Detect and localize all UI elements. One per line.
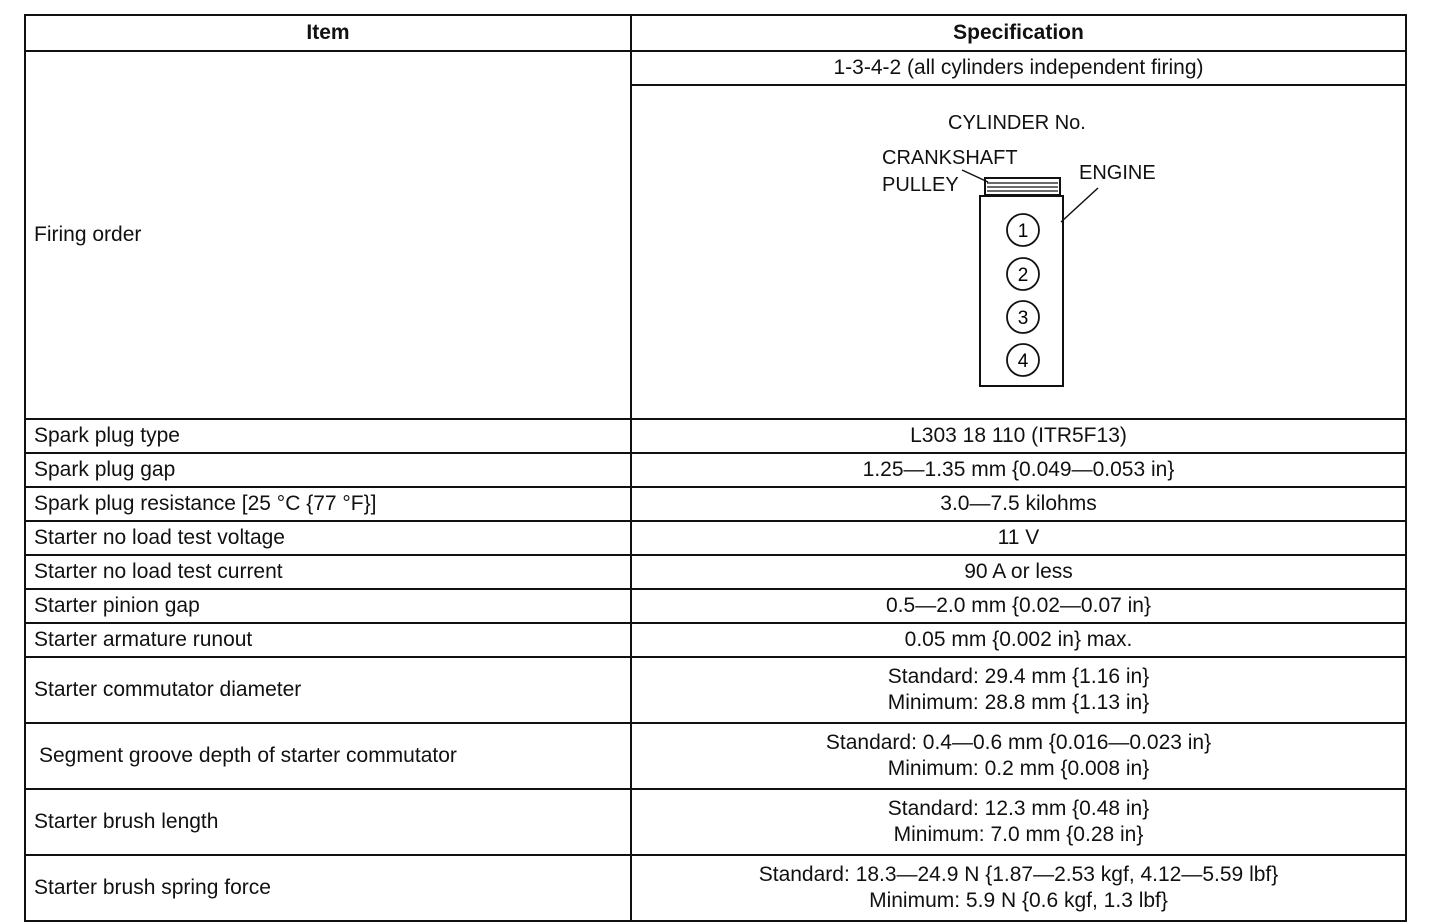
spec-minimum-line: Minimum: 28.8 mm {1.13 in} bbox=[887, 691, 1150, 714]
spec-line: 90 A or less bbox=[964, 560, 1073, 583]
firing-order-row bbox=[25, 51, 1406, 85]
item-column-header: Item bbox=[25, 15, 631, 51]
row-spec bbox=[631, 657, 1406, 723]
row-spec bbox=[631, 521, 1406, 555]
row-item: Starter brush length bbox=[25, 789, 631, 855]
spec-minimum-line: Minimum: 7.0 mm {0.28 in} bbox=[893, 823, 1144, 846]
spec-row bbox=[25, 419, 1406, 453]
row-spec bbox=[631, 453, 1406, 487]
pulley-leader-line bbox=[962, 170, 988, 182]
spec-row bbox=[25, 723, 1406, 789]
engine-label: ENGINE bbox=[1079, 162, 1156, 184]
row-item: Starter pinion gap bbox=[25, 589, 631, 623]
spec-row bbox=[25, 589, 1406, 623]
spec-standard-line: Standard: 18.3—24.9 N {1.87—2.53 kgf, 4.12—5.59 lbf} bbox=[758, 863, 1279, 886]
engine-leader-line bbox=[1061, 188, 1098, 222]
spec-line: 0.05 mm {0.002 in} max. bbox=[904, 628, 1133, 651]
specification-column-header: Specification bbox=[631, 15, 1406, 51]
row-item: Starter no load test current bbox=[25, 555, 631, 589]
row-spec bbox=[631, 589, 1406, 623]
row-item: Spark plug type bbox=[25, 419, 631, 453]
firing-order-diagram-cell bbox=[631, 85, 1406, 419]
firing-order-spec: 1-3-4-2 (all cylinders independent firing) bbox=[631, 51, 1406, 85]
spec-standard-line: Standard: 12.3 mm {0.48 in} bbox=[887, 797, 1150, 820]
crankshaft-label: CRANKSHAFT bbox=[882, 147, 1018, 169]
spec-row bbox=[25, 657, 1406, 723]
cylinder-4-number: 4 bbox=[1017, 351, 1029, 372]
row-spec bbox=[631, 419, 1406, 453]
cylinder-2-number: 2 bbox=[1017, 265, 1029, 286]
row-item: Spark plug resistance [25 °C {77 °F}] bbox=[25, 487, 631, 521]
spec-standard-line: Standard: 29.4 mm {1.16 in} bbox=[887, 665, 1150, 688]
spec-line: 11 V bbox=[997, 526, 1040, 549]
row-item: Starter commutator diameter bbox=[25, 657, 631, 723]
header-row bbox=[25, 15, 1406, 51]
spec-row bbox=[25, 623, 1406, 657]
pulley-label: PULLEY bbox=[882, 174, 959, 196]
spec-row bbox=[25, 521, 1406, 555]
spec-line: L303 18 110 (ITR5F13) bbox=[910, 424, 1127, 447]
spec-line: 0.5—2.0 mm {0.02—0.07 in} bbox=[886, 594, 1151, 617]
spec-line: 1.25—1.35 mm {0.049—0.053 in} bbox=[862, 458, 1175, 481]
row-item: Spark plug gap bbox=[25, 453, 631, 487]
row-item: Starter brush spring force bbox=[25, 855, 631, 921]
row-item: Starter no load test voltage bbox=[25, 521, 631, 555]
spec-line: 3.0—7.5 kilohms bbox=[940, 492, 1097, 515]
spec-row bbox=[25, 855, 1406, 921]
row-item: Starter armature runout bbox=[25, 623, 631, 657]
spec-row bbox=[25, 453, 1406, 487]
specification-table bbox=[24, 14, 1407, 922]
row-spec bbox=[631, 555, 1406, 589]
spec-row bbox=[25, 487, 1406, 521]
row-spec bbox=[631, 623, 1406, 657]
spec-minimum-line: Minimum: 0.2 mm {0.008 in} bbox=[887, 757, 1150, 780]
spec-row bbox=[25, 789, 1406, 855]
spec-row bbox=[25, 555, 1406, 589]
cylinder-3-number: 3 bbox=[1017, 308, 1029, 329]
spec-standard-line: Standard: 0.4—0.6 mm {0.016—0.023 in} bbox=[825, 731, 1212, 754]
row-spec bbox=[631, 855, 1406, 921]
row-spec bbox=[631, 487, 1406, 521]
row-spec bbox=[631, 723, 1406, 789]
spec-minimum-line: Minimum: 5.9 N {0.6 kgf, 1.3 lbf} bbox=[869, 889, 1168, 912]
cylinder-1-number: 1 bbox=[1017, 221, 1029, 242]
cylinder-no-label: CYLINDER No. bbox=[948, 112, 1086, 134]
cylinder-diagram bbox=[632, 86, 1405, 418]
row-item: Segment groove depth of starter commutator bbox=[25, 723, 631, 789]
engine-drawing bbox=[632, 86, 1405, 418]
firing-order-item: Firing order bbox=[25, 51, 631, 419]
row-spec bbox=[631, 789, 1406, 855]
